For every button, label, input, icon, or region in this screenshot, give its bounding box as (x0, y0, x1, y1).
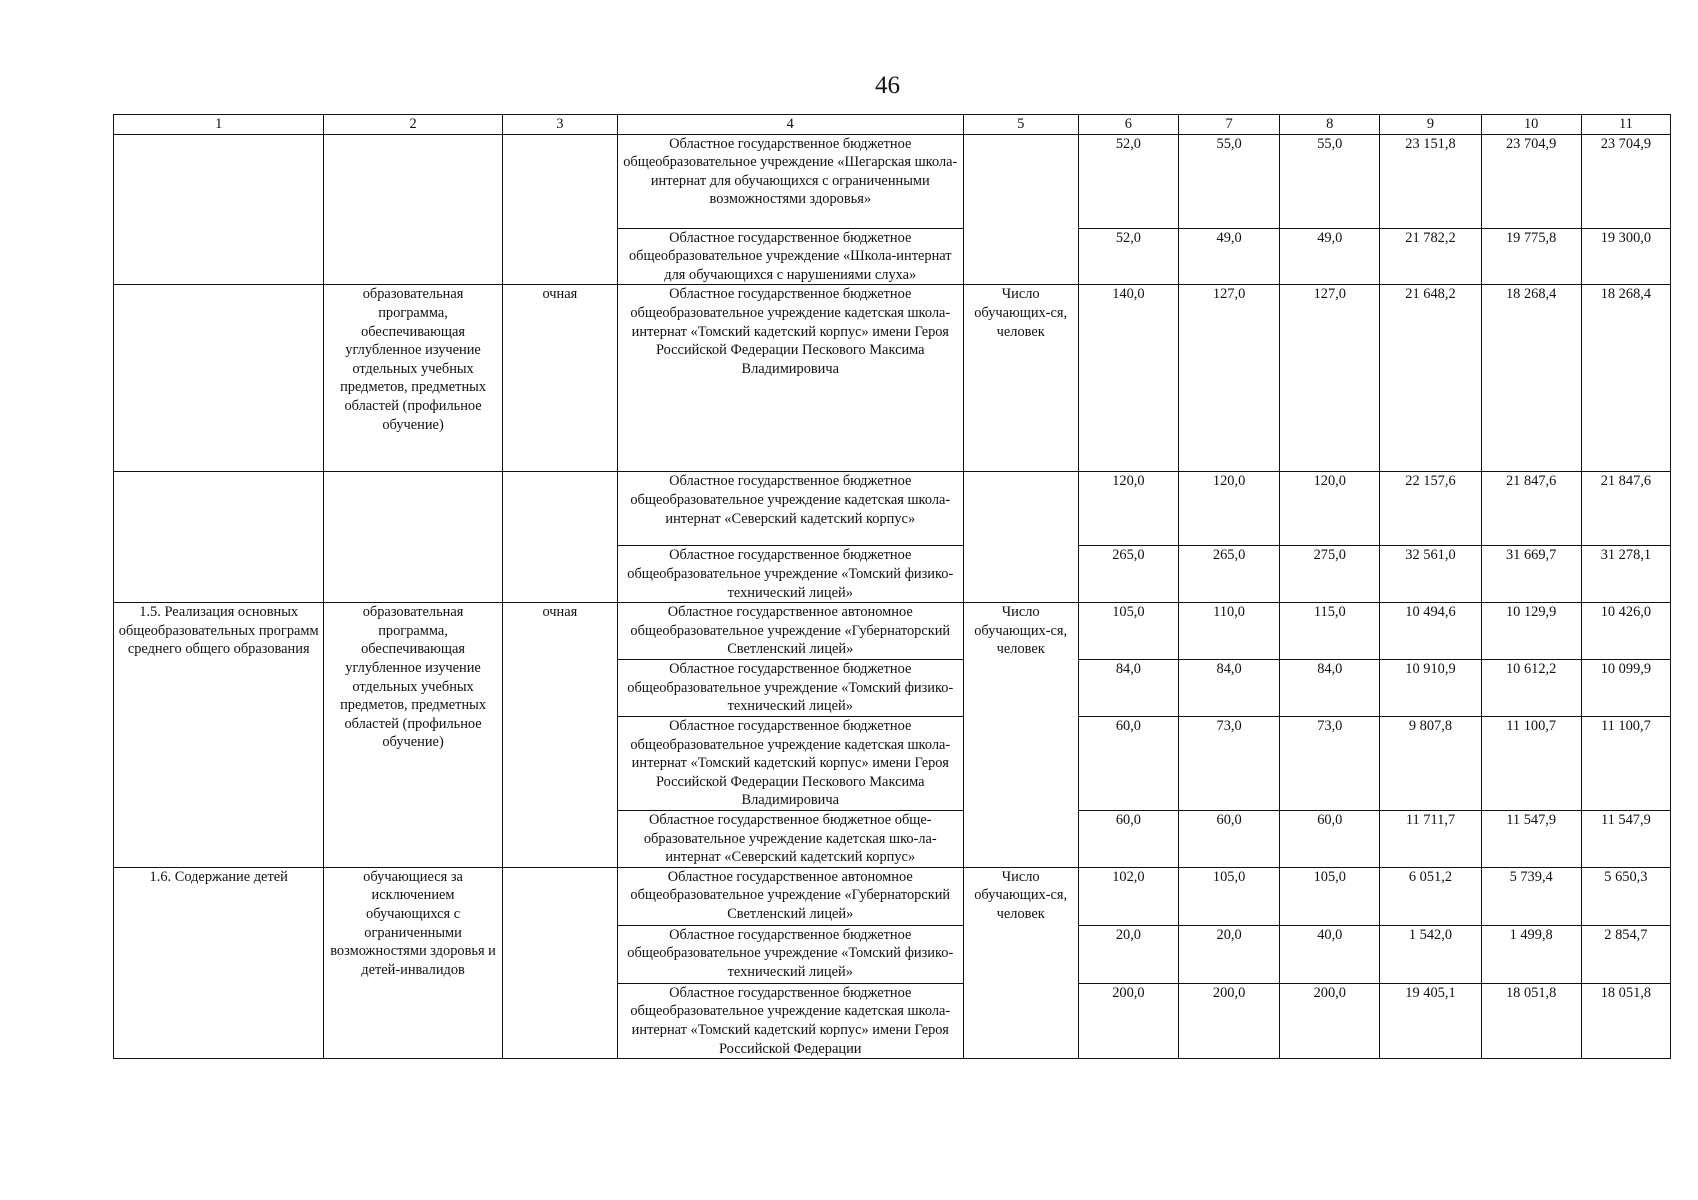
value-cell: 40,0 (1280, 925, 1380, 983)
value-cell: 9 807,8 (1380, 716, 1481, 810)
column-number-row (114, 115, 1671, 135)
value-cell: 10 494,6 (1380, 603, 1481, 660)
service-name-cell (114, 134, 324, 285)
value-cell: 265,0 (1078, 546, 1178, 603)
value-cell: 18 268,4 (1481, 285, 1581, 472)
value-cell: 11 547,9 (1481, 810, 1581, 867)
value-cell: 73,0 (1280, 716, 1380, 810)
value-cell: 52,0 (1078, 134, 1178, 228)
value-cell: 5 739,4 (1481, 867, 1581, 925)
value-cell: 2 854,7 (1581, 925, 1670, 983)
form-cell (502, 134, 617, 285)
value-cell: 60,0 (1280, 810, 1380, 867)
indicator-cell: Число обучающих-ся, человек (963, 867, 1078, 1058)
column-number: 1 (114, 115, 324, 135)
value-cell: 18 268,4 (1581, 285, 1670, 472)
category-cell (324, 134, 502, 285)
institution-cell: Областное государственное бюджетное общеобразовательное учреждение кадетская школа-интернат «Томский кадетский корпус» имени Героя Российской Федерации Пескового Максима Владимировича (617, 285, 963, 472)
value-cell: 73,0 (1179, 716, 1280, 810)
institution-cell: Областное государственное бюджетное общеобразовательное учреждение «Школа-интернат для обучающихся с нарушениями слуха» (617, 228, 963, 285)
institution-cell: Областное государственное автономное общеобразовательное учреждение «Губернаторский Светленский лицей» (617, 867, 963, 925)
value-cell: 20,0 (1078, 925, 1178, 983)
value-cell: 23 704,9 (1481, 134, 1581, 228)
value-cell: 11 100,7 (1481, 716, 1581, 810)
table-row (114, 285, 1671, 472)
value-cell: 31 669,7 (1481, 546, 1581, 603)
value-cell: 60,0 (1078, 716, 1178, 810)
institution-cell: Областное государственное бюджетное общеобразовательное учреждение кадетская школа-интернат «Томский кадетский корпус» имени Героя Российской Федерации Пескового Максима Владимировича (617, 716, 963, 810)
service-name-cell: 1.5. Реализация основных общеобразовательных программ среднего общего образования (114, 603, 324, 868)
value-cell: 21 847,6 (1581, 472, 1670, 546)
institution-cell: Областное государственное бюджетное общеобразовательное учреждение кадетская школа-интернат «Северский кадетский корпус» (617, 472, 963, 546)
value-cell: 10 910,9 (1380, 659, 1481, 716)
indicator-cell: Число обучающих-ся, человек (963, 285, 1078, 472)
value-cell: 19 405,1 (1380, 983, 1481, 1058)
value-cell: 120,0 (1078, 472, 1178, 546)
value-cell: 265,0 (1179, 546, 1280, 603)
category-cell: образовательная программа, обеспечивающая углубленное изучение отдельных учебных предметов, предметных областей (профильное обучение) (324, 603, 502, 868)
service-name-cell (114, 285, 324, 472)
value-cell: 200,0 (1078, 983, 1178, 1058)
form-cell: очная (502, 285, 617, 472)
table-row (114, 867, 1671, 925)
value-cell: 1 542,0 (1380, 925, 1481, 983)
value-cell: 10 426,0 (1581, 603, 1670, 660)
institution-cell: Областное государственное бюджетное общеобразовательное учреждение «Томский физико-технический лицей» (617, 659, 963, 716)
value-cell: 120,0 (1280, 472, 1380, 546)
table-row (114, 472, 1671, 546)
indicator-cell: Число обучающих-ся, человек (963, 603, 1078, 868)
institution-cell: Областное государственное бюджетное общеобразовательное учреждение «Томский физико-технический лицей» (617, 925, 963, 983)
value-cell: 127,0 (1179, 285, 1280, 472)
service-name-cell (114, 472, 324, 603)
value-cell: 49,0 (1179, 228, 1280, 285)
value-cell: 200,0 (1280, 983, 1380, 1058)
value-cell: 6 051,2 (1380, 867, 1481, 925)
column-number: 10 (1481, 115, 1581, 135)
column-number: 4 (617, 115, 963, 135)
institution-cell: Областное государственное бюджетное общеобразовательное учреждение «Томский физико-технический лицей» (617, 546, 963, 603)
value-cell: 55,0 (1280, 134, 1380, 228)
indicator-cell (963, 472, 1078, 603)
value-cell: 20,0 (1179, 925, 1280, 983)
value-cell: 5 650,3 (1581, 867, 1670, 925)
column-number: 8 (1280, 115, 1380, 135)
form-cell (502, 472, 617, 603)
value-cell: 275,0 (1280, 546, 1380, 603)
value-cell: 200,0 (1179, 983, 1280, 1058)
value-cell: 10 612,2 (1481, 659, 1581, 716)
value-cell: 52,0 (1078, 228, 1178, 285)
value-cell: 32 561,0 (1380, 546, 1481, 603)
value-cell: 11 711,7 (1380, 810, 1481, 867)
institution-cell: Областное государственное бюджетное общеобразовательное учреждение кадетская школа-интернат «Томский кадетский корпус» имени Героя Российской Федерации (617, 983, 963, 1058)
value-cell: 19 775,8 (1481, 228, 1581, 285)
value-cell: 11 100,7 (1581, 716, 1670, 810)
column-number: 9 (1380, 115, 1481, 135)
value-cell: 21 648,2 (1380, 285, 1481, 472)
value-cell: 105,0 (1078, 603, 1178, 660)
category-cell: обучающиеся за исключением обучающихся с ограниченными возможностями здоровья и детей-инвалидов (324, 867, 502, 1058)
value-cell: 105,0 (1280, 867, 1380, 925)
value-cell: 23 704,9 (1581, 134, 1670, 228)
column-number: 7 (1179, 115, 1280, 135)
value-cell: 102,0 (1078, 867, 1178, 925)
value-cell: 1 499,8 (1481, 925, 1581, 983)
column-number: 2 (324, 115, 502, 135)
value-cell: 110,0 (1179, 603, 1280, 660)
value-cell: 21 782,2 (1380, 228, 1481, 285)
institution-cell: Областное государственное автономное общеобразовательное учреждение «Губернаторский Светленский лицей» (617, 603, 963, 660)
table-row (114, 134, 1671, 228)
service-name-cell: 1.6. Содержание детей (114, 867, 324, 1058)
column-number: 11 (1581, 115, 1670, 135)
value-cell: 115,0 (1280, 603, 1380, 660)
institution-cell: Областное государственное бюджетное общеобразовательное учреждение «Шегарская школа-интернат для обучающихся с ограниченными возможностями здоровья» (617, 134, 963, 228)
column-number: 5 (963, 115, 1078, 135)
value-cell: 21 847,6 (1481, 472, 1581, 546)
value-cell: 120,0 (1179, 472, 1280, 546)
value-cell: 84,0 (1280, 659, 1380, 716)
value-cell: 140,0 (1078, 285, 1178, 472)
table-row (114, 603, 1671, 660)
value-cell: 55,0 (1179, 134, 1280, 228)
value-cell: 31 278,1 (1581, 546, 1670, 603)
value-cell: 84,0 (1078, 659, 1178, 716)
value-cell: 49,0 (1280, 228, 1380, 285)
value-cell: 10 099,9 (1581, 659, 1670, 716)
value-cell: 84,0 (1179, 659, 1280, 716)
category-cell (324, 472, 502, 603)
value-cell: 19 300,0 (1581, 228, 1670, 285)
value-cell: 10 129,9 (1481, 603, 1581, 660)
column-number: 6 (1078, 115, 1178, 135)
value-cell: 60,0 (1078, 810, 1178, 867)
value-cell: 60,0 (1179, 810, 1280, 867)
column-number: 3 (502, 115, 617, 135)
value-cell: 105,0 (1179, 867, 1280, 925)
value-cell: 23 151,8 (1380, 134, 1481, 228)
form-cell (502, 867, 617, 1058)
value-cell: 18 051,8 (1581, 983, 1670, 1058)
form-cell: очная (502, 603, 617, 868)
value-cell: 127,0 (1280, 285, 1380, 472)
value-cell: 18 051,8 (1481, 983, 1581, 1058)
page-number: 46 (875, 72, 900, 99)
value-cell: 11 547,9 (1581, 810, 1670, 867)
budget-table (113, 114, 1671, 1059)
category-cell: образовательная программа, обеспечивающая углубленное изучение отдельных учебных предметов, предметных областей (профильное обучение) (324, 285, 502, 472)
value-cell: 22 157,6 (1380, 472, 1481, 546)
institution-cell: Областное государственное бюджетное обще-образовательное учреждение кадетская шко-ла-интернат «Северский кадетский корпус» (617, 810, 963, 867)
indicator-cell (963, 134, 1078, 285)
